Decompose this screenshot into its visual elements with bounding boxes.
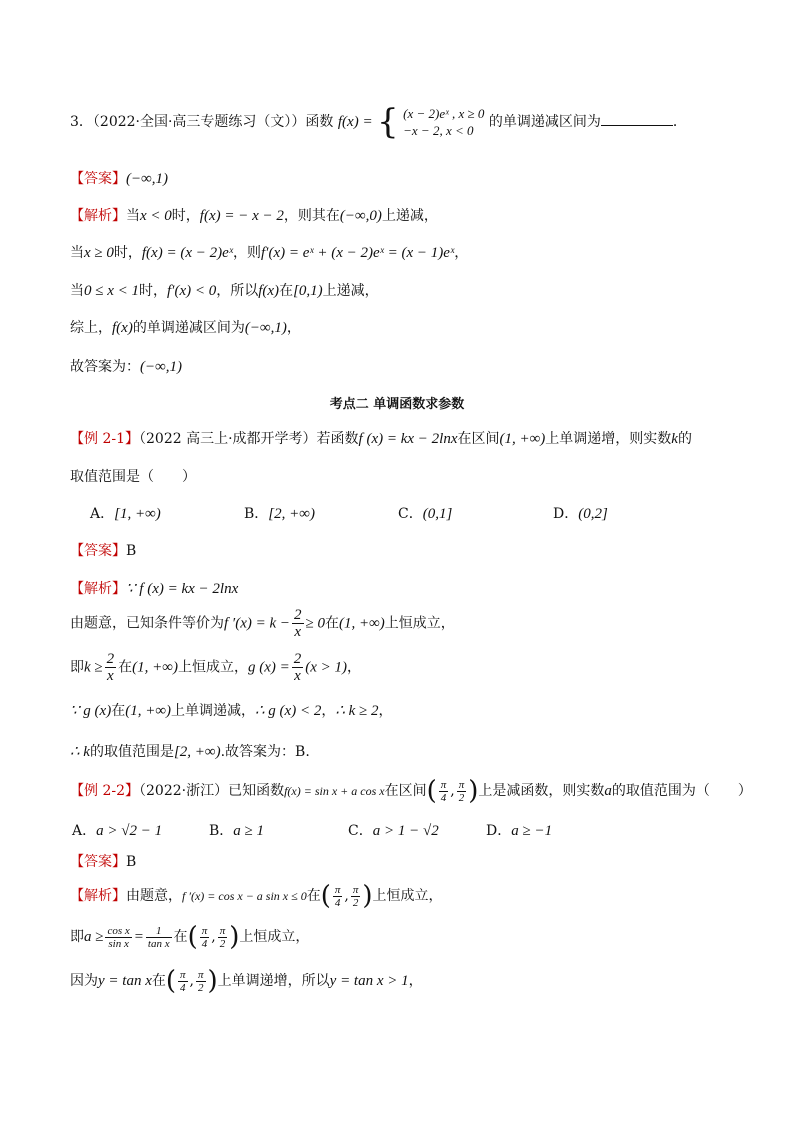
right-paren: )	[229, 922, 240, 952]
option-a	[72, 820, 162, 840]
numerator: π	[352, 883, 359, 896]
math: f(x)	[258, 283, 280, 299]
answer-label: 【答案】	[70, 171, 126, 187]
option-value: (0,1]	[422, 506, 453, 522]
text: 的取值范围是	[89, 744, 174, 760]
text: 上恒成立，	[239, 929, 310, 945]
piecewise-function-name: f(x) =	[337, 114, 373, 130]
math: y = tan x	[98, 973, 152, 989]
math: [0,1)	[293, 283, 323, 299]
text: 由题意，	[126, 888, 182, 904]
question-3-suffix: 的单调递减区间为	[488, 114, 601, 130]
text: 上单调递增，所以	[217, 973, 330, 989]
text: 上单调递增，则实数	[545, 431, 672, 447]
left-paren: (	[320, 881, 331, 911]
text: ，	[408, 973, 423, 989]
text: 在	[306, 888, 321, 904]
solution-1-line-5	[70, 356, 182, 376]
denominator: 4	[180, 981, 186, 994]
fraction	[105, 651, 117, 684]
text: 当	[126, 208, 140, 224]
text: 由题意，已知条件等价为	[70, 615, 224, 632]
text: ，	[321, 703, 336, 719]
question-3-end: ．	[672, 114, 687, 130]
math: f(x) = − x − 2	[199, 208, 284, 224]
text: 上恒成立，	[384, 615, 455, 632]
example-label: 【例 2-2】	[70, 783, 139, 799]
piece-case-1: (x − 2)eˣ , x ≥ 0	[403, 106, 485, 121]
text: （2022·浙江）已知函数	[139, 783, 285, 799]
answer-value: B	[126, 854, 137, 870]
denominator: 4	[334, 896, 341, 909]
option-d	[553, 503, 608, 523]
solution-1-line-2	[70, 242, 468, 262]
fraction	[178, 969, 188, 994]
solution-2-line-1	[70, 578, 238, 598]
option-value: [2, +∞)	[268, 506, 315, 522]
numerator: π	[197, 968, 204, 981]
solution-3-line-3: 因为y = tan x在( $\frac{\pi}{4}$ , $\frac{\pi}{2}$ )上单调递增，所以y = tan x > 1，	[70, 966, 423, 996]
text: 在	[324, 615, 339, 632]
denominator: 2	[219, 937, 226, 950]
text: 在区间	[457, 431, 500, 447]
solution-2-line-5	[70, 741, 310, 761]
numerator: π	[180, 968, 186, 981]
denominator: 2	[197, 981, 204, 994]
denominator: x	[107, 668, 114, 684]
math: f (x) = kx − 2lnx	[358, 431, 458, 447]
math: (x > 1)	[305, 659, 348, 676]
text: 时，	[171, 208, 200, 224]
denominator: x	[294, 668, 301, 684]
option-value: a > 1 − √2	[372, 823, 439, 839]
text: （2022 高三上·成都开学考）若函数	[139, 431, 359, 447]
text: 上恒成立，	[372, 888, 443, 904]
text: 的单调递减区间为	[132, 320, 245, 336]
text: 因为	[70, 973, 98, 989]
math: (−∞,1)	[244, 320, 287, 336]
text: 上是减函数，则实数	[478, 783, 605, 799]
numerator: π	[334, 883, 341, 896]
piece-case-2: −x − 2, x < 0	[403, 123, 474, 138]
answer-label: 【答案】	[70, 543, 126, 559]
question-3-prefix: 3．（2022·全国·高三专题练习（文））函数	[70, 114, 334, 130]
answer-3	[70, 851, 136, 871]
numerator: π	[440, 778, 447, 791]
math: (1, +∞)	[125, 703, 172, 719]
math: [2, +∞)	[173, 744, 221, 760]
fraction	[351, 884, 361, 909]
option-letter: C．	[348, 823, 373, 839]
fraction	[292, 607, 304, 640]
text: 即	[70, 659, 84, 676]
example-2-1-line-2: 取值范围是（ ）	[70, 469, 196, 485]
text: ，	[347, 659, 362, 676]
text: 的	[677, 431, 692, 447]
fraction	[146, 925, 172, 950]
math: ∵ f (x) = kx − 2lnx	[126, 581, 239, 597]
right-paren: )	[468, 776, 479, 806]
numerator: 2	[294, 607, 302, 623]
solution-label: 【解析】	[70, 208, 126, 224]
question-3	[70, 102, 687, 142]
solution-2-line-4	[70, 700, 393, 720]
numerator: 2	[293, 651, 302, 667]
numerator: π	[219, 924, 226, 937]
option-letter: C．	[398, 506, 423, 522]
example-2-1-line-1	[70, 428, 692, 448]
fraction	[457, 779, 467, 804]
piecewise-cases	[403, 105, 484, 139]
text: 上单调递减，	[171, 703, 256, 719]
math: (−∞,1)	[140, 359, 183, 375]
math: 0 ≤ x < 1	[84, 283, 140, 299]
math: y = tan x > 1	[329, 973, 409, 989]
math: ≥ 0	[305, 615, 325, 632]
text: ，	[454, 245, 469, 261]
math: f ′(x) = k −	[224, 615, 290, 632]
math: f ′(x) = cos x − a sin x ≤ 0	[182, 889, 307, 903]
text: 在区间	[384, 783, 427, 799]
math: x < 0	[140, 208, 172, 224]
answer-1	[70, 168, 168, 188]
solution-label: 【解析】	[70, 888, 126, 904]
option-letter: B．	[209, 823, 234, 839]
text: ，所以	[216, 283, 259, 299]
text: ，则	[233, 245, 261, 261]
denominator: x	[294, 624, 302, 640]
text: 在	[111, 703, 126, 719]
fraction	[218, 925, 228, 950]
left-paren: (	[187, 922, 198, 952]
denominator: 2	[352, 896, 359, 909]
text: 时，	[139, 283, 168, 299]
text: 在	[173, 929, 188, 945]
solution-1-line-3	[70, 280, 379, 300]
math: k	[671, 431, 678, 447]
math: f(x) = (x − 2)eˣ	[141, 245, 233, 261]
text: 上递减，	[322, 283, 379, 299]
left-paren: (	[426, 776, 437, 806]
answer-2	[70, 540, 136, 560]
text: 在	[118, 659, 133, 676]
numerator: 2	[106, 651, 115, 667]
answer-blank	[601, 111, 673, 126]
option-d	[486, 820, 552, 840]
option-letter: D．	[553, 506, 579, 522]
math: (1, +∞)	[132, 659, 178, 676]
option-letter: B．	[244, 506, 269, 522]
brace-symbol: {	[377, 102, 399, 142]
text: ，	[286, 320, 301, 336]
math: =	[133, 929, 144, 945]
text: 当	[70, 283, 84, 299]
math: (1, +∞)	[338, 615, 385, 632]
right-paren: )	[207, 966, 218, 996]
math: (1, +∞)	[499, 431, 546, 447]
text: 的取值范围为（ ）	[611, 783, 752, 799]
math: g (x) =	[247, 659, 290, 676]
fraction	[333, 884, 343, 909]
text: .故答案为：B.	[220, 744, 310, 760]
text: 上递减，	[381, 208, 438, 224]
denominator: 4	[201, 937, 208, 950]
answer-value: (−∞,1)	[126, 171, 169, 187]
solution-label: 【解析】	[70, 581, 126, 597]
option-c	[398, 503, 452, 523]
math: x ≥ 0	[84, 245, 114, 261]
math: f′(x) < 0	[167, 283, 217, 299]
denominator: 2	[458, 791, 465, 804]
option-b	[244, 503, 315, 523]
option-value: a ≥ 1	[233, 823, 265, 839]
text: 在	[151, 973, 166, 989]
option-a	[90, 503, 161, 523]
option-value: [1, +∞)	[114, 506, 161, 522]
math: ∴ k	[70, 744, 90, 760]
option-letter: D．	[486, 823, 512, 839]
math: f′(x) = eˣ + (x − 2)eˣ = (x − 1)eˣ	[261, 245, 455, 261]
solution-2-line-2	[70, 607, 455, 640]
math: ∴ g (x) < 2	[255, 703, 322, 719]
text: 当	[70, 245, 84, 261]
fraction	[200, 925, 210, 950]
math: f(x)	[112, 320, 133, 336]
numerator: 1	[146, 925, 172, 938]
text: 上恒成立，	[177, 659, 248, 676]
fraction	[105, 925, 131, 950]
option-b	[209, 820, 264, 840]
math: (−∞,0)	[339, 208, 382, 224]
denominator: tan x	[147, 937, 170, 950]
section-title: 考点二 单调函数求参数	[329, 397, 465, 412]
solution-1-line-1	[70, 205, 438, 225]
fraction	[292, 651, 304, 684]
math: ∵ g (x)	[70, 703, 112, 719]
text: ，	[378, 703, 393, 719]
example-2-2-line-1: 【例 2-2】（2022·浙江）已知函数f(x) = sin x + a cos x在区间( $\frac{\pi}{4}$ , $\frac{\pi}{2}$ )上是减函数，则实数a的取值范围为（ ）	[70, 776, 752, 806]
answer-value: B	[126, 543, 137, 559]
numerator: π	[458, 778, 465, 791]
math: a	[604, 783, 612, 799]
option-value: a > √2 − 1	[96, 823, 163, 839]
fraction	[196, 969, 206, 994]
answer-label: 【答案】	[70, 854, 126, 870]
text: 综上，	[70, 320, 112, 336]
option-value: (0,2]	[578, 506, 608, 522]
denominator: sin x	[108, 937, 129, 950]
right-paren: )	[362, 881, 373, 911]
math: a ≥	[84, 929, 104, 945]
numerator: cos x	[107, 924, 130, 937]
fraction	[439, 779, 449, 804]
math: k ≥	[84, 659, 103, 676]
denominator: 4	[440, 791, 447, 804]
left-paren: (	[165, 966, 177, 996]
numerator: π	[201, 924, 208, 937]
option-value: a ≥ −1	[511, 823, 553, 839]
option-letter: A．	[90, 506, 115, 522]
text: 故答案为：	[70, 359, 140, 375]
solution-1-line-4	[70, 317, 301, 337]
solution-2-line-3	[70, 651, 361, 684]
text: 时，	[113, 245, 142, 261]
solution-3-line-1: 【解析】由题意，f ′(x) = cos x − a sin x ≤ 0在( $\frac{\pi}{4}$ , $\frac{\pi}{2}$ )上恒成立，	[70, 881, 443, 911]
option-letter: A．	[72, 823, 97, 839]
text: 在	[279, 283, 294, 299]
math: f(x) = sin x + a cos x	[284, 784, 385, 798]
example-label: 【例 2-1】	[70, 431, 139, 447]
solution-3-line-2: 即a ≥ $\frac{\text{cos x}}{\text{sin x}}$ = $\frac{1}{\text{tan x}}$ 在( $\frac{\pi}{4}$ , $\frac{\pi}{2}$ )上恒成立，	[70, 922, 310, 952]
option-c	[348, 820, 439, 840]
text: ，则其在	[283, 208, 340, 224]
math: ∴ k ≥ 2	[335, 703, 379, 719]
text: 即	[70, 929, 84, 945]
